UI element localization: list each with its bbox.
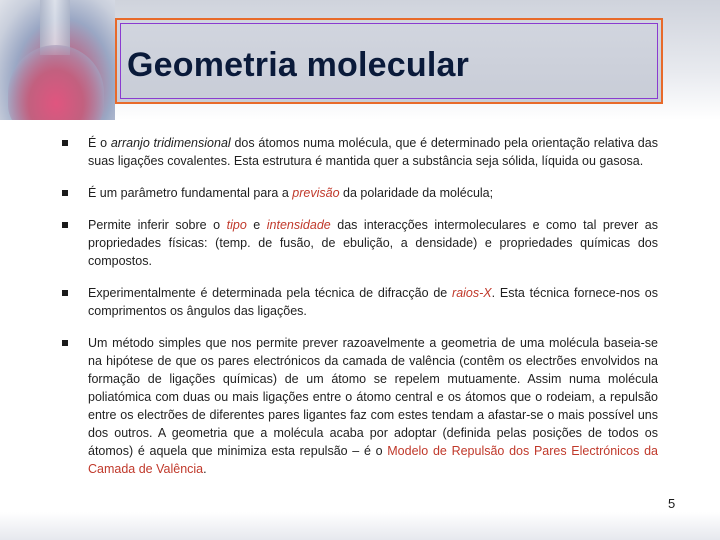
slide-title: Geometria molecular [127,46,470,84]
highlighted-term: tipo [226,218,247,232]
flask-image [0,0,115,120]
text-run: Permite inferir sobre o [88,218,227,232]
text-run: . [203,462,207,476]
bullet-item [58,134,658,170]
bullet-item [58,184,658,202]
highlighted-term: previsão [292,186,340,200]
text-run: Experimentalmente é determinada pela técnica de difracção de [88,286,453,300]
text-run: dos átomos numa molécula, que é determinado pela orientação relativa das suas ligações covalentes. Esta estrutura é mantida quer a substância seja sólida, líquida ou gasosa. [88,136,658,168]
bullet-square-icon [62,290,68,296]
text-run: . Esta técnica fornece-nos os comprimentos os ângulos das ligações. [88,286,658,318]
text-run: e [246,218,267,232]
page-number: 5 [668,496,676,511]
text-run: É um parâmetro fundamental para a [88,186,293,200]
bullet-square-icon [62,222,68,228]
bullet-list [58,134,658,492]
bullet-square-icon [62,340,68,346]
title-box [115,18,663,104]
highlighted-term: Modelo de Repulsão dos Pares Electrónicos da Camada de Valência [88,444,658,476]
footer-shade [0,512,720,540]
flask-bulb [8,45,104,120]
bullet-text [88,284,658,320]
text-run: Um método simples que nos permite prever razoavelmente a geometria de uma molécula baseia-se na hipótese de que os pares electrónicos da camada de valência (contêm os electrões envolvidos na formação de ligações químicas) de um átomo se repelem mutuamente. Assim numa molécula poliatómica com duas ou mais ligações entre o átomo central e os átomos que o rodeiam, a repulsão entre os electrões de diferentes pares ligantes faz com estes tendam a afastar-se o mais possível uns dos outros. A geometria que a molécula acaba por adoptar (definida pelas posições de todos os átomos) é aquela que minimiza esta repulsão – é o [88,336,658,458]
text-run: da polaridade da molécula; [339,186,494,200]
italic-term: arranjo tridimensional [110,136,231,150]
bullet-text [88,216,658,270]
bullet-text [88,134,658,170]
highlighted-term: intensidade [266,218,331,232]
text-run: É o [88,136,111,150]
bullet-square-icon [62,190,68,196]
bullet-square-icon [62,140,68,146]
text-run: das interacções intermoleculares e como tal prever as propriedades físicas: (temp. de fusão, de ebulição, a densidade) e propriedades químicas dos compostos. [88,218,659,268]
bullet-item [58,216,658,270]
bullet-item [58,334,658,478]
bullet-text [88,334,658,478]
bullet-text [88,184,658,202]
highlighted-term: raios-X [452,286,492,300]
bullet-item [58,284,658,320]
